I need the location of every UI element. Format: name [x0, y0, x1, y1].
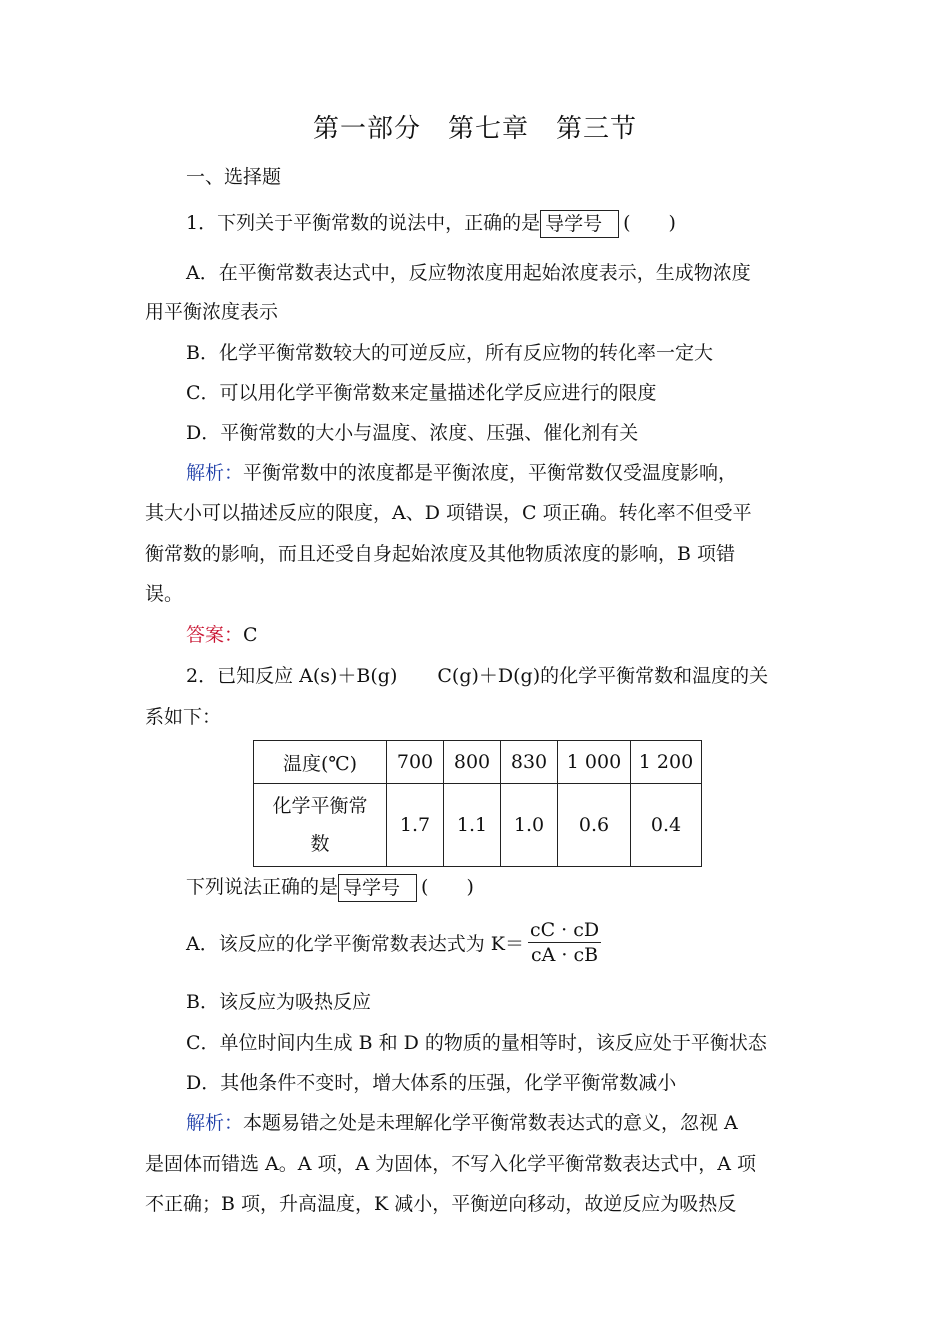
page-title: 第一部分 第七章 第三节 — [312, 114, 637, 144]
q2-analysis-line3: 不正确；B 项，升高温度，K 减小，平衡逆向移动，故逆反应为吸热反 — [145, 1193, 737, 1215]
q2-option-a — [186, 918, 810, 967]
q1-answer — [186, 620, 810, 647]
question-2-sub-text: 下列说法正确的是 — [186, 876, 339, 898]
question-2-paren: ( ) — [421, 876, 474, 898]
q1-option-a-line2: 用平衡浓度表示 — [145, 301, 279, 323]
table-header-cell: 800 — [444, 741, 501, 784]
question-2-stem — [186, 661, 810, 688]
q2-analysis-line2: 是固体而错选 A。A 项，A 为固体，不写入化学平衡常数表达式中，A 项 — [145, 1153, 757, 1175]
fraction-denominator: cA · cB — [531, 944, 599, 966]
q2-analysis-text1: 本题易错之处是未理解化学平衡常数表达式的意义，忽视 A — [243, 1112, 738, 1134]
table-cell: 1.0 — [501, 784, 558, 867]
question-1-text: 1．下列关于平衡常数的说法中，正确的是 — [186, 212, 541, 234]
q1-option-d: D．平衡常数的大小与温度、浓度、压强、催化剂有关 — [186, 422, 639, 444]
table-cell: 0.6 — [558, 784, 631, 867]
q2-analysis-line1 — [186, 1108, 810, 1135]
fraction-numerator: cC · cD — [529, 919, 600, 941]
table-cell: 1.7 — [387, 784, 444, 867]
table-cell: 0.4 — [631, 784, 702, 867]
equilibrium-constant-table — [253, 740, 702, 867]
section-heading: 一、选择题 — [186, 166, 282, 188]
table-row-label-line1: 化学平衡常 — [272, 795, 368, 817]
question-1-guide-tag: 导学号 — [540, 210, 619, 238]
question-2-text-b: C(g)＋D(g)的化学平衡常数和温度的关 — [437, 665, 769, 687]
q1-analysis-line2: 其大小可以描述反应的限度，A、D 项错误，C 项正确。转化率不但受平 — [145, 502, 752, 524]
equilibrium-expression-fraction — [528, 918, 601, 967]
table-header-cell: 830 — [501, 741, 558, 784]
q1-analysis-line3: 衡常数的影响，而且还受自身起始浓度及其他物质浓度的影响，B 项错 — [145, 543, 736, 565]
q2-option-a-text: A．该反应的化学平衡常数表达式为 K＝ — [186, 933, 524, 955]
table-cell: 1.1 — [444, 784, 501, 867]
table-header-cell: 1 000 — [558, 741, 631, 784]
question-2-sub — [186, 872, 810, 902]
q1-option-c: C．可以用化学平衡常数来定量描述化学反应进行的限度 — [186, 382, 657, 404]
q1-option-a-line1: A．在平衡常数表达式中，反应物浓度用起始浓度表示，生成物浓度 — [186, 262, 751, 284]
q2-option-c: C．单位时间内生成 B 和 D 的物质的量相等时，该反应处于平衡状态 — [186, 1032, 767, 1054]
q1-analysis-line1 — [186, 458, 810, 485]
question-2-guide-tag: 导学号 — [338, 874, 417, 902]
q1-answer-value: C — [243, 624, 258, 646]
table-row — [254, 741, 702, 784]
table-row-label — [254, 784, 387, 867]
table-header-cell: 温度(℃) — [254, 741, 387, 784]
table-row — [254, 784, 702, 867]
table-header-cell: 700 — [387, 741, 444, 784]
q2-option-b: B．该反应为吸热反应 — [186, 991, 371, 1013]
q1-analysis-label: 解析： — [186, 462, 244, 484]
q2-analysis-label: 解析： — [186, 1112, 244, 1134]
question-2-text-a: 2．已知反应 A(s)＋B(g) — [186, 665, 398, 687]
q1-option-b: B．化学平衡常数较大的可逆反应，所有反应物的转化率一定大 — [186, 342, 713, 364]
q1-analysis-line4: 误。 — [145, 583, 184, 605]
q1-answer-label: 答案： — [186, 624, 244, 646]
table-header-cell: 1 200 — [631, 741, 702, 784]
question-2-stem-line2: 系如下： — [145, 706, 222, 728]
q2-option-d: D．其他条件不变时，增大体系的压强，化学平衡常数减小 — [186, 1072, 677, 1094]
question-1-paren: ( ) — [623, 212, 676, 234]
table-row-label-line2: 数 — [310, 833, 330, 855]
q1-analysis-text1: 平衡常数中的浓度都是平衡浓度，平衡常数仅受温度影响， — [243, 462, 738, 484]
question-1-stem — [186, 208, 810, 238]
